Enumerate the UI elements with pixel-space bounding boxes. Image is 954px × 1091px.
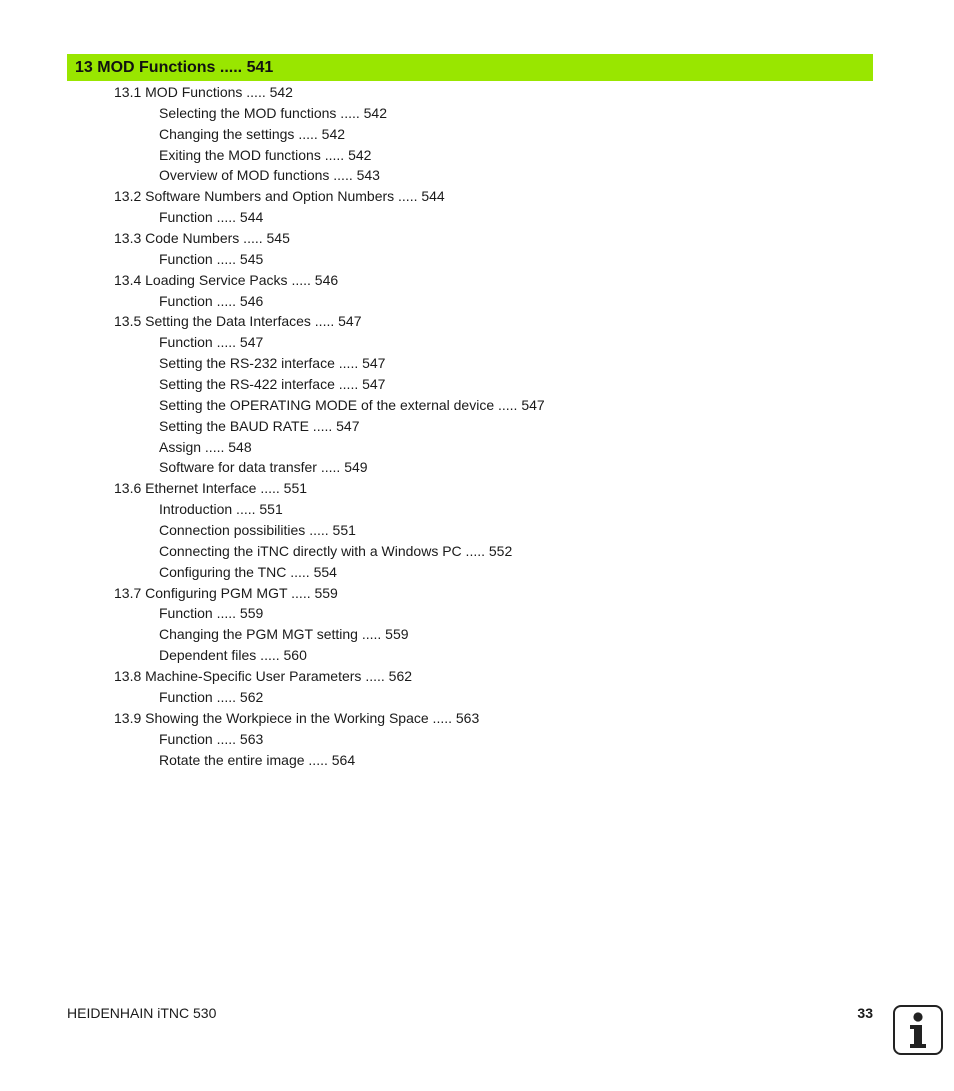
toc-subsection-entry[interactable]: Setting the OPERATING MODE of the external device ..... 547 xyxy=(159,396,545,413)
toc-subsection-entry[interactable]: Rotate the entire image ..... 564 xyxy=(159,751,356,768)
toc-section-entry[interactable]: 13.1 MOD Functions ..... 542 xyxy=(114,84,293,100)
toc-subsection-entry[interactable]: Function ..... 545 xyxy=(159,250,264,267)
toc-subsection-entry[interactable]: Overview of MOD functions ..... 543 xyxy=(159,167,380,184)
footer-product-name: HEIDENHAIN iTNC 530 xyxy=(67,1005,217,1021)
toc-section-entry[interactable]: 13.8 Machine-Specific User Parameters ..... 562 xyxy=(114,668,413,685)
toc-section-entry[interactable]: 13.9 Showing the Workpiece in the Working Space ..... 563 xyxy=(114,709,480,726)
toc-subsection-entry[interactable]: Function ..... 546 xyxy=(159,292,264,309)
toc-section-entry[interactable]: 13.4 Loading Service Packs ..... 546 xyxy=(114,271,339,288)
toc-subsection-entry[interactable]: Function ..... 562 xyxy=(159,688,264,705)
info-icon xyxy=(893,1005,943,1055)
toc-subsection-entry[interactable]: Configuring the TNC ..... 554 xyxy=(159,563,337,580)
toc-section-entry[interactable]: 13.3 Code Numbers ..... 545 xyxy=(114,230,290,247)
toc-section-entry[interactable]: 13.5 Setting the Data Interfaces ..... 547 xyxy=(114,313,362,330)
toc-subsection-entry[interactable]: Software for data transfer ..... 549 xyxy=(159,459,368,476)
table-of-contents xyxy=(0,82,954,770)
toc-subsection-entry[interactable]: Setting the RS-232 interface ..... 547 xyxy=(159,355,386,372)
toc-subsection-entry[interactable]: Function ..... 547 xyxy=(159,334,264,351)
toc-subsection-entry[interactable]: Changing the PGM MGT setting ..... 559 xyxy=(159,626,409,643)
toc-subsection-entry[interactable]: Connection possibilities ..... 551 xyxy=(159,522,356,539)
toc-subsection-entry[interactable]: Function ..... 563 xyxy=(159,730,264,747)
toc-subsection-entry[interactable]: Dependent files ..... 560 xyxy=(159,647,307,664)
toc-subsection-entry[interactable]: Connecting the iTNC directly with a Windows PC ..... 552 xyxy=(159,542,513,559)
toc-section-entry[interactable]: 13.2 Software Numbers and Option Numbers ..... 544 xyxy=(114,188,445,205)
info-icon-glyph xyxy=(895,1007,941,1053)
toc-subsection-entry[interactable]: Setting the BAUD RATE ..... 547 xyxy=(159,417,360,434)
toc-section-entry[interactable]: 13.6 Ethernet Interface ..... 551 xyxy=(114,480,308,497)
chapter-heading-bar xyxy=(67,54,873,81)
toc-subsection-entry[interactable]: Assign ..... 548 xyxy=(159,438,252,455)
toc-subsection-entry[interactable]: Selecting the MOD functions ..... 542 xyxy=(159,104,388,121)
toc-section-entry[interactable]: 13.7 Configuring PGM MGT ..... 559 xyxy=(114,584,338,601)
chapter-heading[interactable]: 13 MOD Functions ..... 541 xyxy=(75,58,274,76)
toc-subsection-entry[interactable]: Setting the RS-422 interface ..... 547 xyxy=(159,376,386,393)
toc-subsection-entry[interactable]: Introduction ..... 551 xyxy=(159,501,283,518)
toc-subsection-entry[interactable]: Function ..... 559 xyxy=(159,605,264,622)
toc-subsection-entry[interactable]: Exiting the MOD functions ..... 542 xyxy=(159,146,372,163)
toc-subsection-entry[interactable]: Changing the settings ..... 542 xyxy=(159,125,346,142)
page-number: 33 xyxy=(857,1005,873,1021)
toc-subsection-entry[interactable]: Function ..... 544 xyxy=(159,209,264,226)
